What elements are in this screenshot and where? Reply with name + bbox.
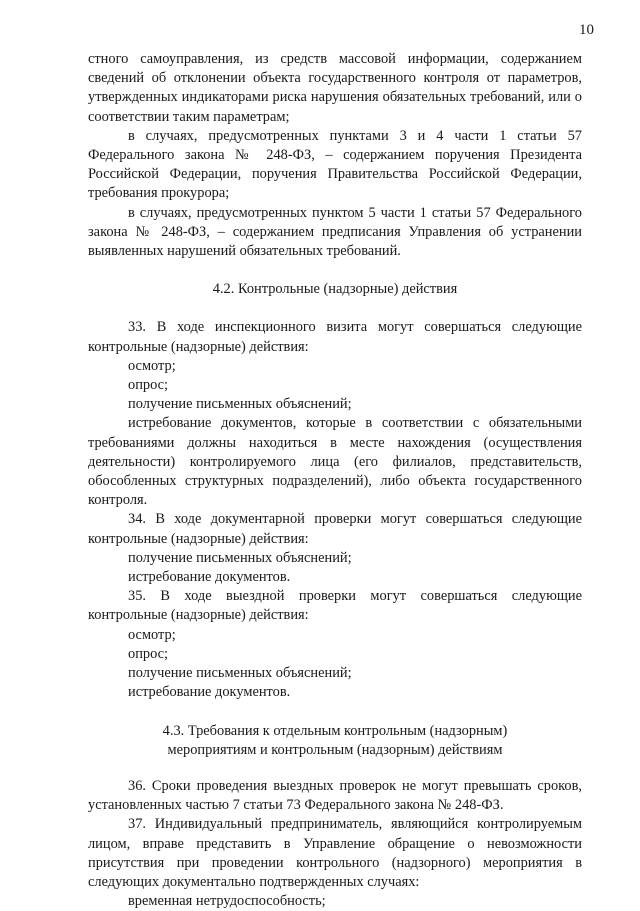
list-item: временная нетрудоспособность; bbox=[128, 893, 326, 910]
list-item-documents: истребование документов, которые в соответствии с обязательными требованиями должны находиться в месте нахождения (осуществления деятельности) контролируемого лица (его филиалов, представительств, обособленных структурных подразделений), либо объекта государственного контроля. bbox=[88, 415, 582, 509]
paragraph-33: 33. В ходе инспекционного визита могут совершаться следующие контрольные (надзорные) действия: bbox=[88, 319, 582, 355]
section-heading-4-2: 4.2. Контрольные (надзорные) действия bbox=[212, 281, 458, 298]
list-item: опрос; bbox=[128, 377, 169, 394]
section-heading-4-3-line1: 4.3. Требования к отдельным контрольным (надзорным) bbox=[162, 722, 508, 739]
paragraph-35: 35. В ходе выездной проверки могут совершаться следующие контрольные (надзорные) действия: bbox=[88, 588, 582, 624]
list-item: истребование документов. bbox=[128, 569, 291, 586]
list-item: осмотр; bbox=[128, 357, 176, 374]
list-item: получение письменных объяснений; bbox=[128, 396, 352, 413]
paragraph-34: 34. В ходе документарной проверки могут совершаться следующие контрольные (надзорные) действия: bbox=[88, 511, 582, 547]
list-item: получение письменных объяснений; bbox=[128, 665, 352, 682]
document-body bbox=[88, 50, 582, 911]
section-heading-4-3-line2: мероприятиям и контрольным (надзорным) действиям bbox=[167, 741, 503, 758]
list-item: получение письменных объяснений; bbox=[128, 549, 352, 566]
paragraph-president-order: в случаях, предусмотренных пунктами 3 и 4 части 1 статьи 57 Федерального закона № 248-ФЗ, – содержанием поручения Президента Российской Федерации, поручения Правительства Российской Федерации, требования прокурора; bbox=[88, 127, 582, 202]
paragraph-37: 37. Индивидуальный предприниматель, являющийся контролируемым лицом, вправе представить в Управление обращение о невозможности присутствия при проведении контрольного (надзорного) мероприятия в следующих документально подтвержденных случаях: bbox=[88, 816, 582, 890]
paragraph-prescription: в случаях, предусмотренных пунктом 5 части 1 статьи 57 Федерального закона № 248-ФЗ, – содержанием предписания Управления об устранении выявленных нарушений обязательных требований. bbox=[88, 204, 582, 260]
list-item: опрос; bbox=[128, 645, 169, 662]
paragraph-continuation: стного самоуправления, из средств массовой информации, содержанием сведений об отклонении объекта государственного контроля от параметров, утвержденных индикаторами риска нарушения обязательных требований, или о соответствии таким параметрам; bbox=[88, 51, 582, 125]
paragraph-36: 36. Сроки проведения выездных проверок не могут превышать сроков, установленных частью 7 статьи 73 Федерального закона № 248-ФЗ. bbox=[88, 777, 582, 814]
list-item: истребование документов. bbox=[128, 684, 291, 701]
page-number: 10 bbox=[579, 22, 594, 38]
list-item: осмотр; bbox=[128, 626, 176, 643]
